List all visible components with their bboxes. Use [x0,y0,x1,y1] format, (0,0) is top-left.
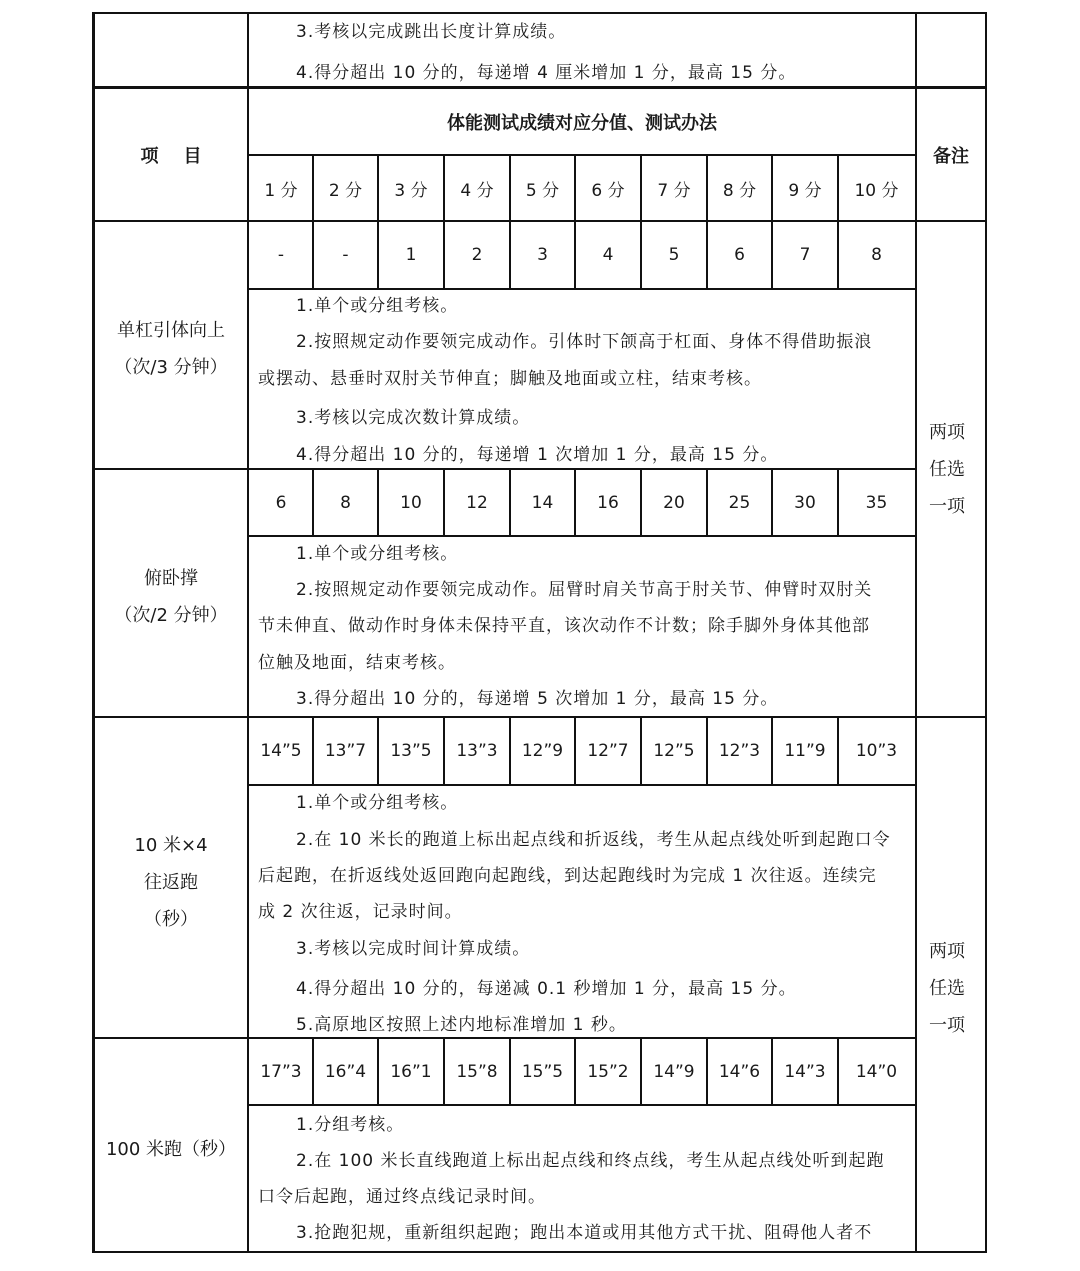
score-value-cell: 13”3 [456,741,498,761]
score-value-cell: 11”9 [784,741,826,761]
row-name-line: 10 米×4 [134,835,208,856]
desc-line: 2.在 100 米长直线跑道上标出起点线和终点线，考生从起点线处听到起跑 [296,1151,885,1171]
row-name-line: 往返跑 [144,872,198,893]
score-value-cell: 13”5 [390,741,432,761]
remark-header: 备注 [933,145,969,167]
row-name-line: （次/3 分钟） [114,357,228,378]
desc-line: 4.得分超出 10 分的，每递减 0.1 秒增加 1 分，最高 15 分。 [296,979,797,999]
score-value-cell: - [342,245,349,265]
desc-line: 2.在 10 米长的跑道上标出起点线和折返线，考生从起点线处听到起跑口令 [296,830,891,850]
desc-line: 4.得分超出 10 分的，每递增 1 次增加 1 分，最高 15 分。 [296,445,779,465]
score-value-cell: 20 [663,492,685,513]
desc-line: 3.得分超出 10 分的，每递增 5 次增加 1 分，最高 15 分。 [296,689,779,709]
score-value-cell: 14”0 [855,1061,898,1082]
table-border-top [92,12,987,14]
top-text-line: 4.得分超出 10 分的，每递增 4 厘米增加 1 分，最高 15 分。 [296,63,797,83]
score-value-cell: 16”1 [390,1061,432,1082]
score-value-cell: 5 [668,245,680,265]
score-value-cell: 14”9 [653,1061,695,1082]
desc-line: 口令后起跑，通过终点线记录时间。 [258,1187,546,1207]
score-header-cell: 1 分 [264,180,298,201]
row2-score-divider [247,535,917,537]
header-title: 体能测试成绩对应分值、测试办法 [447,112,717,134]
score-value-cell: 2 [471,245,483,265]
score-value-cell: 12”5 [653,741,695,761]
remark-line: 一项 [929,1015,965,1036]
score-value-cell: 35 [865,492,888,513]
desc-line: 1.单个或分组考核。 [296,296,459,316]
row-name-line: 100 米跑（秒） [105,1139,237,1160]
score-value-cell: 14”3 [784,1061,826,1082]
score-header-cell: 9 分 [788,180,822,201]
score-value-cell: 17”3 [260,1061,302,1082]
desc-line: 3.抢跑犯规，重新组织起跑；跑出本道或用其他方式干扰、阻碍他人者不 [296,1223,873,1243]
row3-score-divider [247,784,917,786]
score-value-cell: 16”4 [324,1061,367,1082]
score-value-cell: 6 [275,492,287,513]
remark-line: 两项 [929,422,965,443]
score-value-cell: 8 [871,245,882,265]
desc-line: 或摆动、悬垂时双肘关节伸直；脚触及地面或立柱，结束考核。 [258,369,762,389]
row-name-line: 俯卧撑 [144,568,198,589]
score-value-cell: 15”8 [456,1061,498,1082]
desc-line: 5.高原地区按照上述内地标准增加 1 秒。 [296,1015,627,1035]
score-header-cell: 3 分 [394,180,428,201]
row4-score-divider [247,1104,917,1106]
remark-choose-one [917,933,977,1044]
score-value-cell: 3 [537,245,548,265]
project-header: 项 目 [140,145,202,167]
row-name-line: （秒） [144,909,198,930]
top-text-line: 3.考核以完成跳出长度计算成绩。 [296,22,567,42]
remark-line: 任选 [929,978,965,999]
score-value-cell: 13”7 [324,741,367,761]
row-name-shuttle-run [95,827,247,938]
desc-line: 1.单个或分组考核。 [296,793,459,813]
score-value-cell: 14 [531,492,554,513]
remark-choose-one [917,414,977,525]
score-value-cell: 12”7 [587,741,629,761]
desc-line: 1.分组考核。 [296,1115,405,1135]
score-header-cell: 8 分 [722,180,757,201]
desc-line: 1.单个或分组考核。 [296,544,459,564]
score-value-cell: 10 [400,492,422,513]
remark-line: 两项 [929,941,965,962]
row-name-pullup [95,312,247,386]
score-value-cell: 6 [734,245,745,265]
score-value-cell: 14”6 [718,1061,761,1082]
score-header-cell: 6 分 [591,180,625,201]
desc-line: 2.按照规定动作要领完成动作。屈臂时肩关节高于肘关节、伸臂时双肘关 [296,580,873,600]
score-value-cell: 4 [602,245,614,265]
score-header-cell: 7 分 [657,180,691,201]
score-value-cell: 12”3 [718,741,761,761]
desc-line: 节未伸直、做动作时身体未保持平直，该次动作不计数；除手脚外身体其他部 [258,616,870,636]
score-value-cell: 7 [799,245,811,265]
desc-line: 后起跑，在折返线处返回跑向起跑线，到达起跑线时为完成 1 次往返。连续完 [258,866,877,886]
score-value-cell: 16 [597,492,619,513]
score-value-cell: - [277,245,285,265]
score-value-cell: 8 [340,492,351,513]
remark-line: 一项 [929,496,965,517]
desc-line: 成 2 次往返，记录时间。 [258,902,463,922]
score-value-cell: 25 [728,492,751,513]
row-name-100m [95,1131,247,1168]
score-header-cell: 4 分 [460,180,494,201]
remark-line: 任选 [929,459,965,480]
row1-score-divider [247,288,917,290]
score-value-cell: 15”2 [587,1061,629,1082]
score-value-cell: 15”5 [521,1061,564,1082]
score-value-cell: 30 [794,492,816,513]
score-value-cell: 14”5 [260,741,302,761]
score-header-cell: 10 分 [854,180,899,201]
score-header-cell: 2 分 [328,180,363,201]
row-name-line: 单杠引体向上 [117,320,225,341]
row-name-line: （次/2 分钟） [114,605,228,626]
score-value-cell: 10”3 [855,741,898,761]
score-header-cell: 5 分 [525,180,560,201]
desc-line: 3.考核以完成时间计算成绩。 [296,939,531,959]
row-name-pushup [95,560,247,634]
score-value-cell: 12”9 [521,741,564,761]
table-border-right [985,12,987,1253]
desc-line: 2.按照规定动作要领完成动作。引体时下颌高于杠面、身体不得借助振浪 [296,332,873,352]
score-value-cell: 12 [466,492,488,513]
desc-line: 位触及地面，结束考核。 [258,653,456,673]
score-value-cell: 1 [405,245,417,265]
table-border-bottom [92,1251,987,1253]
desc-line: 3.考核以完成次数计算成绩。 [296,408,531,428]
